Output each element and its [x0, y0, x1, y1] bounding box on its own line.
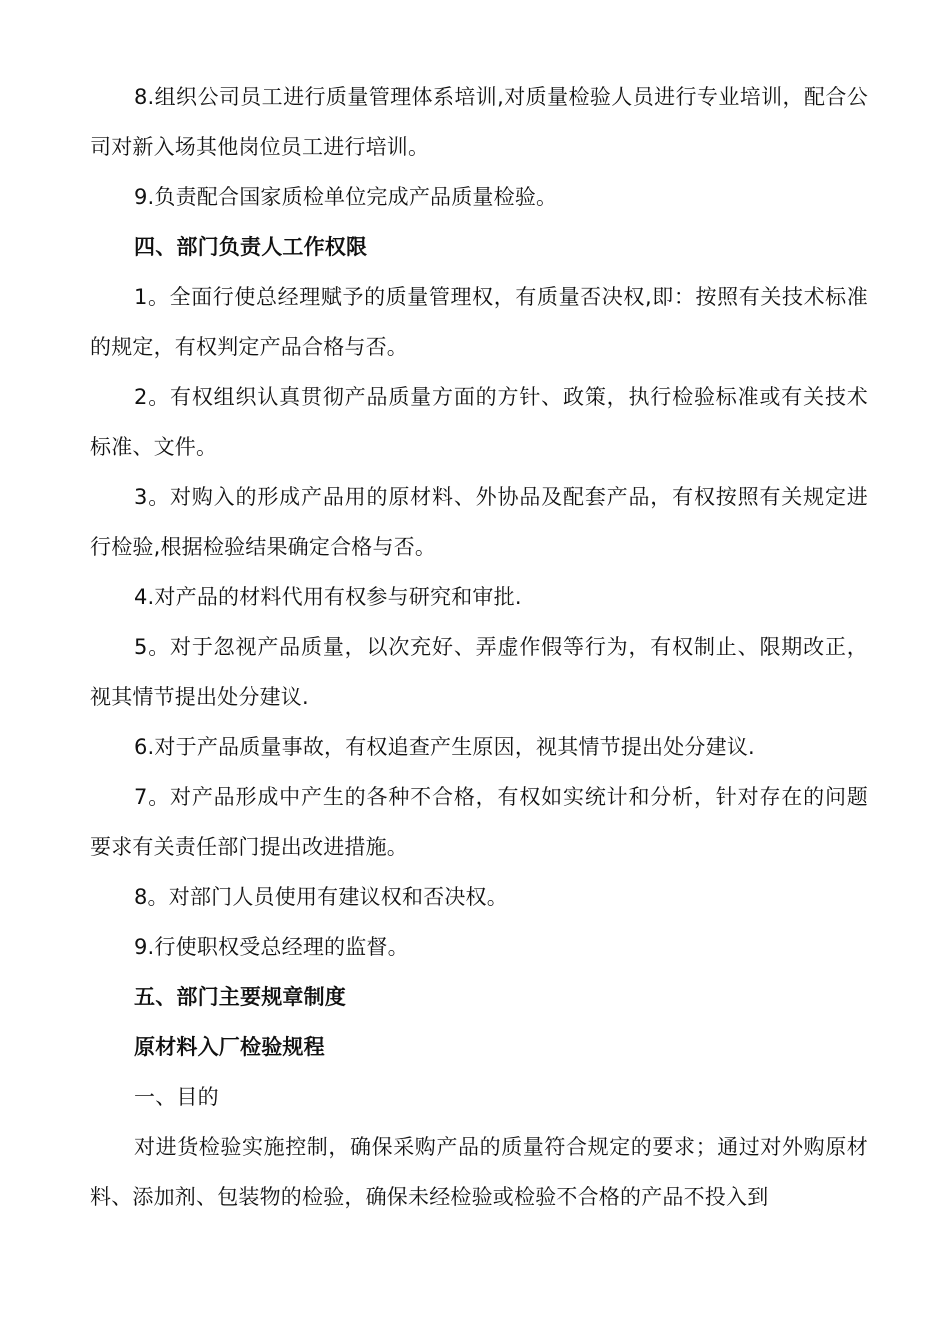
authority-item-7: 7。对产品形成中产生的各种不合格，有权如实统计和分析，针对存在的问题要求有关责任部门提出改进措施。	[90, 785, 868, 859]
section-heading-regulations: 五、部门主要规章制度	[134, 985, 346, 1009]
authority-item-9: 9.行使职权受总经理的监督。	[134, 935, 409, 959]
subsection-heading-inspection-procedure: 原材料入厂检验规程	[134, 1035, 325, 1059]
authority-item-8: 8。对部门人员使用有建议权和否决权。	[134, 885, 508, 909]
subsection-heading-purpose: 一、目的	[134, 1085, 219, 1109]
paragraph-item-8-training: 8.组织公司员工进行质量管理体系培训,对质量检验人员进行专业培训，配合公司对新入场其他岗位员工进行培训。	[90, 85, 868, 159]
authority-item-2: 2。有权组织认真贯彻产品质量方面的方针、政策，执行检验标准或有关技术标准、文件。	[90, 385, 868, 459]
authority-item-6: 6.对于产品质量事故，有权追查产生原因，视其情节提出处分建议.	[134, 735, 755, 759]
authority-item-1: 1。全面行使总经理赋予的质量管理权，有质量否决权,即：按照有关技术标准的规定，有权判定产品合格与否。	[90, 285, 868, 359]
authority-item-5: 5。对于忽视产品质量，以次充好、弄虚作假等行为，有权制止、限期改正，视其情节提出处分建议.	[90, 635, 868, 709]
section-heading-authority: 四、部门负责人工作权限	[134, 235, 368, 259]
document-body	[90, 72, 868, 1222]
authority-item-4: 4.对产品的材料代用有权参与研究和审批.	[134, 585, 522, 609]
authority-item-3: 3。对购入的形成产品用的原材料、外协品及配套产品，有权按照有关规定进行检验,根据检验结果确定合格与否。	[90, 485, 868, 559]
purpose-paragraph: 对进货检验实施控制，确保采购产品的质量符合规定的要求；通过对外购原材料、添加剂、包装物的检验，确保未经检验或检验不合格的产品不投入到	[90, 1135, 868, 1209]
paragraph-item-9-inspection: 9.负责配合国家质检单位完成产品质量检验。	[134, 185, 558, 209]
